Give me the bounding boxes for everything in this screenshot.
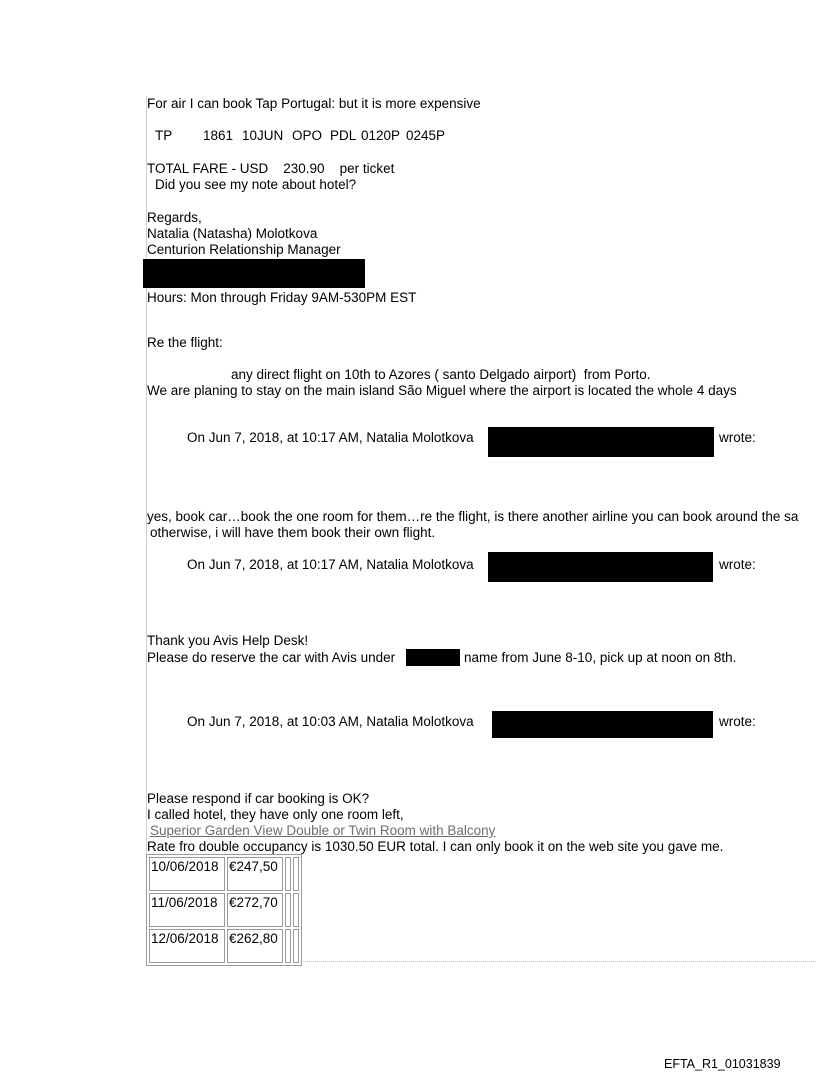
- redaction-block: [492, 711, 713, 738]
- flight-number: 1861: [203, 128, 234, 143]
- air-note: For air I can book Tap Portugal: but it is more expensive: [147, 96, 481, 111]
- section-divider: [300, 961, 816, 962]
- rate-price: €272,70: [227, 893, 283, 927]
- rate-note: Rate fro double occupancy is 1030.50 EUR total. I can only book it on the web site you gave me.: [147, 839, 724, 854]
- rate-price: €247,50: [227, 857, 283, 891]
- quote-header-1-suffix: wrote:: [719, 430, 756, 445]
- flight-depart-time: 0120P: [361, 128, 401, 143]
- avis-request-before: Please do reserve the car with Avis under: [147, 650, 396, 665]
- table-row: [149, 893, 299, 927]
- re-flight-heading: Re the flight:: [147, 335, 223, 350]
- flight-origin: OPO: [292, 128, 323, 143]
- quote-header-2-prefix: On Jun 7, 2018, at 10:17 AM, Natalia Molotkova: [187, 557, 474, 572]
- signature-hours: Hours: Mon through Friday 9AM-530PM EST: [147, 290, 417, 305]
- empty-cell: [293, 929, 299, 963]
- redaction-block: [406, 649, 460, 666]
- signature-name: Natalia (Natasha) Molotkova: [147, 226, 318, 241]
- rate-price: €262,80: [227, 929, 283, 963]
- redaction-block: [143, 259, 365, 288]
- flight-destination: PDL: [330, 128, 357, 143]
- rate-date: 12/06/2018: [149, 929, 225, 963]
- redaction-block: [488, 427, 714, 457]
- signature-closing: Regards,: [147, 210, 202, 225]
- quote-header-1-prefix: On Jun 7, 2018, at 10:17 AM, Natalia Molotkova: [187, 430, 474, 445]
- avis-request-after: name from June 8-10, pick up at noon on 8th.: [464, 650, 737, 665]
- empty-cell: [285, 857, 291, 891]
- car-question: Please respond if car booking is OK?: [147, 791, 370, 806]
- redaction-block: [488, 552, 713, 582]
- reply-line-2: otherwise, i will have them book their own flight.: [150, 525, 436, 540]
- empty-cell: [293, 893, 299, 927]
- empty-cell: [285, 893, 291, 927]
- document-id: EFTA_R1_01031839: [664, 1057, 781, 1071]
- empty-cell: [293, 857, 299, 891]
- room-type-link[interactable]: Superior Garden View Double or Twin Room with Balcony: [150, 823, 496, 838]
- rate-date: 11/06/2018: [149, 893, 225, 927]
- hotel-status: I called hotel, they have only one room left,: [147, 807, 404, 822]
- rate-date: 10/06/2018: [149, 857, 225, 891]
- table-row: [149, 857, 299, 891]
- signature-title: Centurion Relationship Manager: [147, 242, 341, 257]
- rates-table: [146, 854, 302, 966]
- quote-header-3-prefix: On Jun 7, 2018, at 10:03 AM, Natalia Molotkova: [187, 714, 474, 729]
- table-row: [149, 929, 299, 963]
- quote-header-2-suffix: wrote:: [719, 557, 756, 572]
- empty-cell: [285, 929, 291, 963]
- reply-line-1: yes, book car…book the one room for them…re the flight, is there another airline you can book around the sa: [147, 509, 799, 524]
- flight-request-line-1: any direct flight on 10th to Azores ( santo Delgado airport) from Porto.: [231, 367, 651, 382]
- fare-line: TOTAL FARE - USD 230.90 per ticket: [147, 161, 395, 176]
- flight-airline: TP: [155, 128, 173, 143]
- quote-header-3-suffix: wrote:: [719, 714, 756, 729]
- flight-arrive-time: 0245P: [406, 128, 446, 143]
- hotel-question: Did you see my note about hotel?: [155, 177, 357, 192]
- flight-request-line-2: We are planing to stay on the main island São Miguel where the airport is located the whole 4 days: [147, 383, 737, 398]
- flight-date: 10JUN: [242, 128, 284, 143]
- avis-thanks: Thank you Avis Help Desk!: [147, 633, 309, 648]
